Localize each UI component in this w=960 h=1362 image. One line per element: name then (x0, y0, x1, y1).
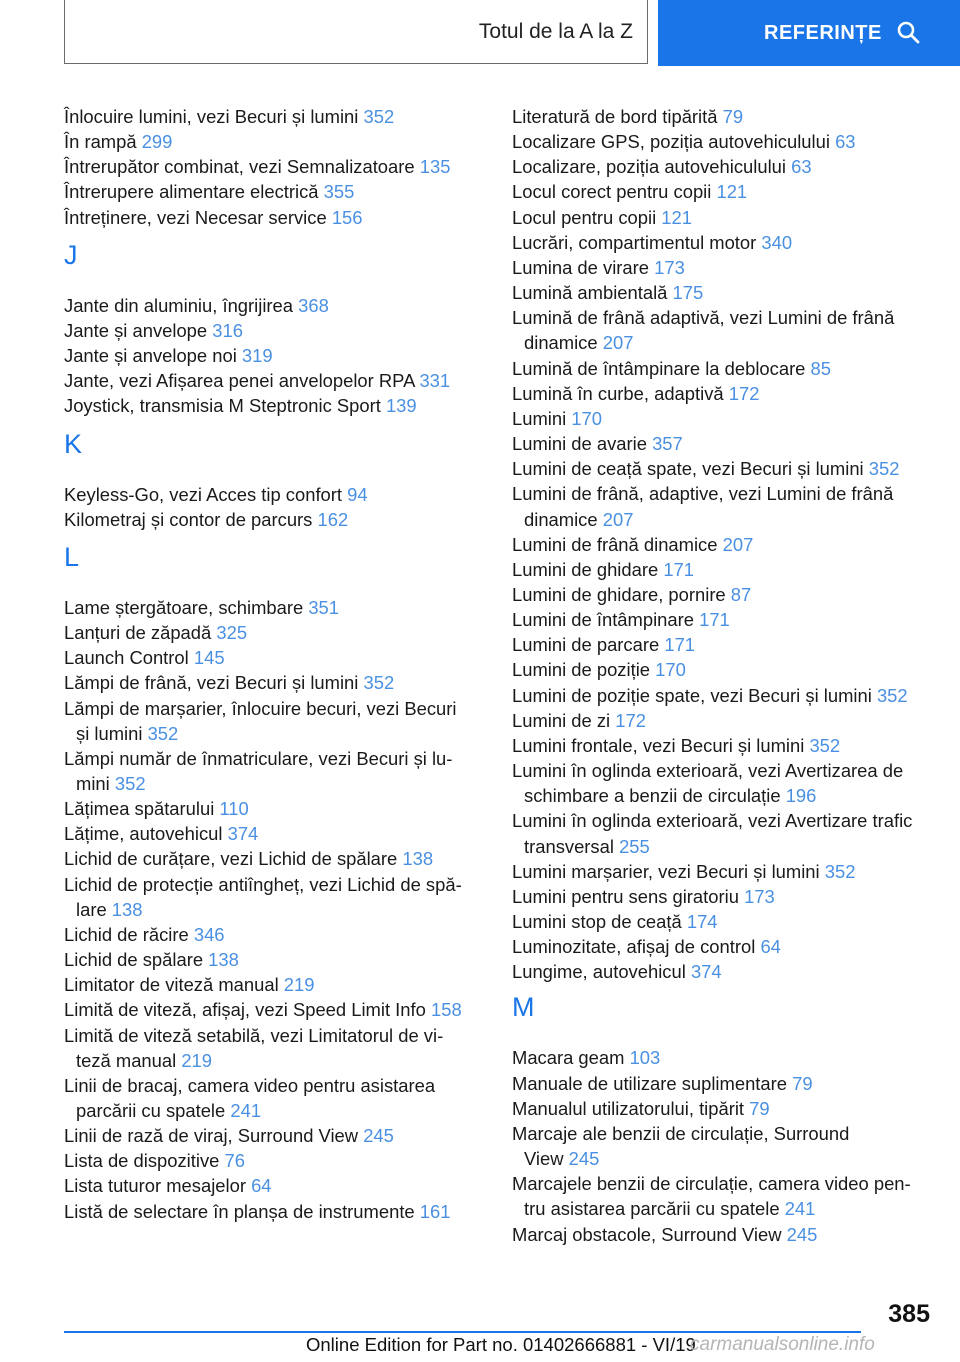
tab-a-to-z-label: Totul de la A la Z (478, 19, 633, 43)
index-entry (64, 670, 484, 695)
index-entry-text: Lumină de întâmpinare la deblocare (512, 357, 806, 379)
index-entry (512, 179, 932, 204)
index-entry (64, 1173, 484, 1198)
index-entry (64, 104, 484, 129)
page-link[interactable]: 138 (402, 848, 434, 870)
page-link[interactable]: 139 (385, 395, 417, 417)
page-link[interactable]: 352 (114, 772, 146, 794)
index-entry-text: Kilometraj și contor de parcurs (64, 508, 313, 530)
index-entry-text: Lichid de răcire (64, 923, 189, 945)
index-entry-text: Înlocuire lumini, vezi Becuri și lumini (64, 106, 359, 127)
index-entry (64, 846, 484, 871)
page-link[interactable]: 171 (699, 609, 730, 631)
index-entry (512, 758, 932, 808)
page-link[interactable]: 207 (722, 533, 754, 555)
index-entry (64, 947, 484, 972)
page-link[interactable]: 138 (208, 949, 239, 971)
page-link[interactable]: 241 (230, 1100, 262, 1121)
index-entry (512, 1222, 932, 1247)
index-entry (512, 683, 932, 708)
index-entry (512, 154, 932, 179)
page-link[interactable]: 156 (331, 206, 363, 228)
index-entry-text: Lățimea spătarului (64, 798, 215, 820)
page-link[interactable]: 207 (602, 332, 634, 354)
page-link[interactable]: 110 (219, 798, 249, 820)
page-link[interactable]: 352 (824, 860, 856, 882)
index-entry-text: Lumini de ceață spate, vezi Becuri și lumini (512, 458, 864, 480)
index-entry (512, 657, 932, 682)
index-entry (512, 230, 932, 255)
index-entry-text: Localizare, poziția autovehiculului (512, 156, 786, 178)
index-letter-heading: J (64, 239, 78, 270)
header (0, 0, 960, 66)
page-link[interactable]: 352 (363, 106, 395, 127)
index-entry-text: Lumini de poziție (512, 659, 651, 681)
index-entry-text: Lumină de frână adaptivă, vezi Lumini de frână (512, 307, 895, 329)
index-entry (64, 393, 484, 418)
index-entry-text: Lumina de virare (512, 256, 649, 278)
page-link[interactable]: 63 (835, 131, 856, 153)
index-entry-text: Lanțuri de zăpadă (64, 622, 212, 644)
index-entry (64, 645, 484, 670)
index-entry (512, 632, 932, 657)
page-link[interactable]: 103 (629, 1047, 661, 1069)
page-link[interactable]: 170 (655, 659, 686, 681)
index-entry (512, 557, 932, 582)
page-link[interactable]: 368 (298, 294, 329, 316)
index-entry (512, 708, 932, 733)
index-entry-text: În rampă (64, 131, 137, 153)
page-link[interactable]: 316 (212, 319, 243, 341)
index-entry-text: tru asistarea parcării cu spatele (524, 1198, 780, 1220)
index-entry-text: Launch Control (64, 647, 189, 669)
index-entry-text: Manuale de utilizare suplimentare (512, 1072, 787, 1094)
index-entry-text: mini (76, 772, 110, 794)
index-entry (64, 1073, 484, 1123)
index-entry-text: Linii de rază de viraj, Surround View (64, 1125, 359, 1147)
page-link[interactable]: 87 (730, 583, 752, 605)
index-entry (512, 1171, 932, 1221)
index-entry (512, 381, 932, 406)
index-entry (64, 507, 484, 532)
page-link[interactable]: 352 (868, 458, 900, 480)
index-entry (64, 154, 484, 179)
index-entry (64, 922, 484, 947)
index-entry (512, 1071, 932, 1096)
index-entry (512, 255, 932, 280)
index-entry-text: Linii de bracaj, camera video pentru asistarea (64, 1074, 436, 1096)
page-link[interactable]: 79 (722, 106, 744, 127)
index-entry-text: Jante din aluminiu, îngrijirea (64, 294, 293, 316)
index-entry-text: Lungime, autovehicul (512, 961, 686, 983)
page-link[interactable]: 352 (809, 734, 841, 756)
index-entry (64, 318, 484, 343)
index-entry (512, 582, 932, 607)
index-entry-text: Luminozitate, afișaj de control (512, 936, 756, 958)
search-icon[interactable] (896, 20, 920, 44)
index-entry (512, 909, 932, 934)
index-entry (512, 305, 932, 355)
tab-a-to-z[interactable] (64, 0, 648, 64)
index-column-right (512, 104, 932, 1247)
page-link[interactable]: 64 (760, 936, 781, 958)
index-entry (512, 481, 932, 531)
index-entry (512, 934, 932, 959)
page-link[interactable]: 241 (784, 1198, 816, 1220)
page-link[interactable]: 170 (571, 407, 602, 429)
index-entry (64, 746, 484, 796)
index-entry (512, 1121, 932, 1171)
index-entry-text: Lățime, autovehicul (64, 823, 223, 845)
index-entry-text: Lămpi număr de înmatriculare, vezi Becuri și lu- (64, 747, 453, 769)
index-entry-text: Lumini stop de ceață (512, 911, 682, 932)
page-link[interactable]: 63 (791, 156, 812, 178)
page-link[interactable]: 352 (363, 672, 395, 694)
index-entry-text: Lumini de avarie (512, 433, 647, 455)
index-letter-heading: M (512, 992, 535, 1023)
page-link[interactable]: 357 (652, 433, 683, 455)
page-link[interactable]: 174 (686, 911, 718, 932)
page-number: 385 (888, 1300, 930, 1328)
index-entry-text: Întrerupător combinat, vezi Semnalizatoare (64, 156, 415, 178)
index-entry (512, 104, 932, 129)
index-entry-text: dinamice (524, 332, 598, 354)
index-entry-text: Lumini de ghidare (512, 558, 659, 580)
page-link[interactable]: 196 (785, 785, 817, 807)
index-entry (512, 205, 932, 230)
page-link[interactable]: 219 (181, 1049, 213, 1071)
index-entry-text: Limitator de viteză manual (64, 974, 279, 996)
page-link[interactable]: 255 (619, 835, 650, 857)
index-entry-text: Lichid de spălare (64, 949, 204, 971)
index-entry (512, 280, 932, 305)
index-entry-text: Locul pentru copii (512, 206, 657, 228)
page-link[interactable]: 161 (419, 1200, 451, 1222)
index-entry-text: View (524, 1148, 564, 1170)
index-entry (64, 595, 484, 620)
index-entry (64, 620, 484, 645)
index-entry-text: Întreținere, vezi Necesar service (64, 206, 327, 228)
index-entry (512, 456, 932, 481)
page-link[interactable]: 219 (283, 974, 315, 996)
page-link[interactable]: 85 (810, 357, 832, 379)
index-entry (64, 1123, 484, 1148)
index-entry (512, 532, 932, 557)
index-entry-text: Jante, vezi Afișarea penei anvelopelor RPA (64, 370, 415, 392)
page-link[interactable]: 207 (602, 508, 634, 530)
page-link[interactable]: 171 (664, 634, 696, 656)
index-entry-text: Lame ștergătoare, schimbare (64, 596, 304, 618)
page-link[interactable]: 352 (876, 684, 908, 706)
footer-edition-text: Online Edition for Part no. 01402666881 - VI/19 (306, 1334, 696, 1355)
index-entry-text: Lumină în curbe, adaptivă (512, 382, 724, 404)
index-column-left (64, 104, 484, 1224)
page-link[interactable]: 173 (744, 885, 775, 907)
page-link[interactable]: 138 (111, 898, 143, 920)
index-entry-text: Lumini de ghidare, pornire (512, 583, 726, 605)
index-entry (512, 959, 932, 984)
index-entry (512, 859, 932, 884)
index-entry (64, 368, 484, 393)
index-entry (64, 482, 484, 507)
page-link[interactable]: 121 (716, 181, 748, 203)
index-entry-text: Marcajele benzii de circulație, camera video pen- (512, 1173, 911, 1195)
index-entry-text: Lumini de întâmpinare (512, 609, 694, 631)
index-entry-text: Lumini frontale, vezi Becuri și lumini (512, 734, 805, 756)
index-entry-text: Lumini marșarier, vezi Becuri și lumini (512, 860, 820, 882)
index-entry (512, 431, 932, 456)
index-entry (64, 205, 484, 230)
tab-references[interactable] (658, 0, 960, 66)
index-entry-text: teză manual (76, 1049, 177, 1071)
watermark: carmanualsonline.info (690, 1334, 875, 1355)
index-entry-text: Lumini de poziție spate, vezi Becuri și lumini (512, 684, 872, 706)
index-entry-text: Limită de viteză setabilă, vezi Limitatorul de vi- (64, 1024, 444, 1046)
page-link[interactable]: 172 (728, 382, 760, 404)
index-entry-text: Lămpi de marșarier, înlocuire becuri, vezi Becuri (64, 697, 457, 719)
index-entry (64, 821, 484, 846)
index-entry-text: Lumini de frână, adaptive, vezi Lumini de frână (512, 483, 894, 505)
index-entry (512, 1096, 932, 1121)
page-link[interactable]: 173 (654, 256, 685, 278)
index-entry (64, 293, 484, 318)
index-entry (512, 1045, 932, 1070)
index-entry-text: Lumini pentru sens giratoriu (512, 885, 739, 907)
index-entry (64, 1199, 484, 1224)
index-entry (64, 343, 484, 368)
index-entry-text: Lista tuturor mesajelor (64, 1175, 246, 1197)
page-link[interactable]: 145 (193, 647, 225, 669)
index-entry-text: Lămpi de frână, vezi Becuri și lumini (64, 672, 359, 694)
index-entry-text: Lumini de zi (512, 709, 611, 731)
index-entry-text: Localizare GPS, poziția autovehiculului (512, 131, 830, 153)
page-link[interactable]: 325 (216, 622, 248, 644)
page-link[interactable]: 340 (761, 231, 793, 253)
index-entry-text: Lumină ambientală (512, 282, 668, 304)
page-link[interactable]: 79 (749, 1097, 770, 1119)
index-entry-text: Macara geam (512, 1047, 625, 1069)
index-entry (512, 733, 932, 758)
page-link[interactable]: 374 (690, 961, 722, 983)
index-entry (512, 607, 932, 632)
index-entry-text: Lumini de parcare (512, 634, 660, 656)
index-entry (64, 1023, 484, 1073)
index-entry (512, 884, 932, 909)
index-entry (64, 696, 484, 746)
page-link[interactable]: 346 (193, 923, 225, 945)
page-link[interactable]: 374 (227, 823, 259, 845)
page-link[interactable]: 245 (568, 1148, 600, 1170)
index-entry-text: Lumini (512, 407, 567, 429)
index-entry (64, 1148, 484, 1173)
index-entry (64, 129, 484, 154)
index-entry-text: Marcaj obstacole, Surround View (512, 1223, 782, 1245)
index-entry-text: Lumini de frână dinamice (512, 533, 718, 555)
page-link[interactable]: 94 (347, 483, 368, 505)
index-entry-text: Marcaje ale benzii de circulație, Surround (512, 1122, 850, 1144)
index-entry-text: Keyless-Go, vezi Acces tip confort (64, 483, 343, 505)
footer-divider (64, 1331, 861, 1333)
index-entry (64, 796, 484, 821)
index-entry-text: Jante și anvelope noi (64, 345, 237, 367)
index-entry-text: Lichid de protecție antiîngheț, vezi Lichid de spă- (64, 873, 462, 895)
index-entry-text: parcării cu spatele (76, 1100, 226, 1121)
index-letter-heading: K (64, 428, 83, 459)
page-link[interactable]: 351 (308, 596, 340, 618)
index-entry-text: Joystick, transmisia M Steptronic Sport (64, 395, 381, 417)
tab-references-label: REFERINȚE (764, 21, 882, 44)
index-entry-text: Lumini în oglinda exterioară, vezi Avertizarea de (512, 760, 904, 782)
index-entry-text: Listă de selectare în planșa de instrumente (64, 1200, 415, 1222)
index-entry (64, 997, 484, 1022)
page-link[interactable]: 245 (786, 1223, 818, 1245)
page-link[interactable]: 171 (663, 558, 695, 580)
index-entry-text: Lucrări, compartimentul motor (512, 231, 757, 253)
page-link[interactable]: 76 (224, 1150, 245, 1172)
index-entry-text: Întrerupere alimentare electrică (64, 181, 319, 203)
page-link[interactable]: 64 (251, 1175, 272, 1197)
page-link[interactable]: 352 (147, 722, 179, 744)
index-entry-text: schimbare a benzii de circulație (524, 785, 781, 807)
page-link[interactable]: 162 (317, 508, 349, 530)
index-entry-text: Lista de dispozitive (64, 1150, 220, 1172)
page-link[interactable]: 121 (661, 206, 692, 228)
index-entry-text: Limită de viteză, afișaj, vezi Speed Limit Info (64, 999, 426, 1021)
index-entry (64, 179, 484, 204)
page-link[interactable]: 331 (419, 370, 451, 392)
index-entry-text: și lumini (76, 722, 143, 744)
page-link[interactable]: 355 (323, 181, 355, 203)
index-entry-text: Lumini în oglinda exterioară, vezi Avertizare trafic (512, 810, 913, 832)
page-link[interactable]: 158 (430, 999, 462, 1021)
index-entry (512, 356, 932, 381)
index-letter-heading: L (64, 541, 80, 572)
index-entry (512, 808, 932, 858)
page-link[interactable]: 79 (792, 1072, 813, 1094)
page-link[interactable]: 175 (672, 282, 704, 304)
page-link[interactable]: 319 (241, 345, 273, 367)
index-entry-text: Manualul utilizatorului, tipărit (512, 1097, 745, 1119)
page-link[interactable]: 172 (615, 709, 646, 731)
index-entry-text: Lichid de curățare, vezi Lichid de spălare (64, 848, 398, 870)
page-link[interactable]: 245 (363, 1125, 394, 1147)
index-entry (64, 972, 484, 997)
index-entry (512, 406, 932, 431)
index-entry (512, 129, 932, 154)
index-entry-text: lare (76, 898, 107, 920)
index-entry-text: transversal (524, 835, 614, 857)
index-entry-text: Literatură de bord tipărită (512, 106, 718, 127)
page-link[interactable]: 299 (141, 131, 173, 153)
page-link[interactable]: 135 (419, 156, 451, 178)
index-entry (64, 872, 484, 922)
index-entry-text: dinamice (524, 508, 598, 530)
index-entry-text: Jante și anvelope (64, 319, 208, 341)
index-entry-text: Locul corect pentru copii (512, 181, 712, 203)
